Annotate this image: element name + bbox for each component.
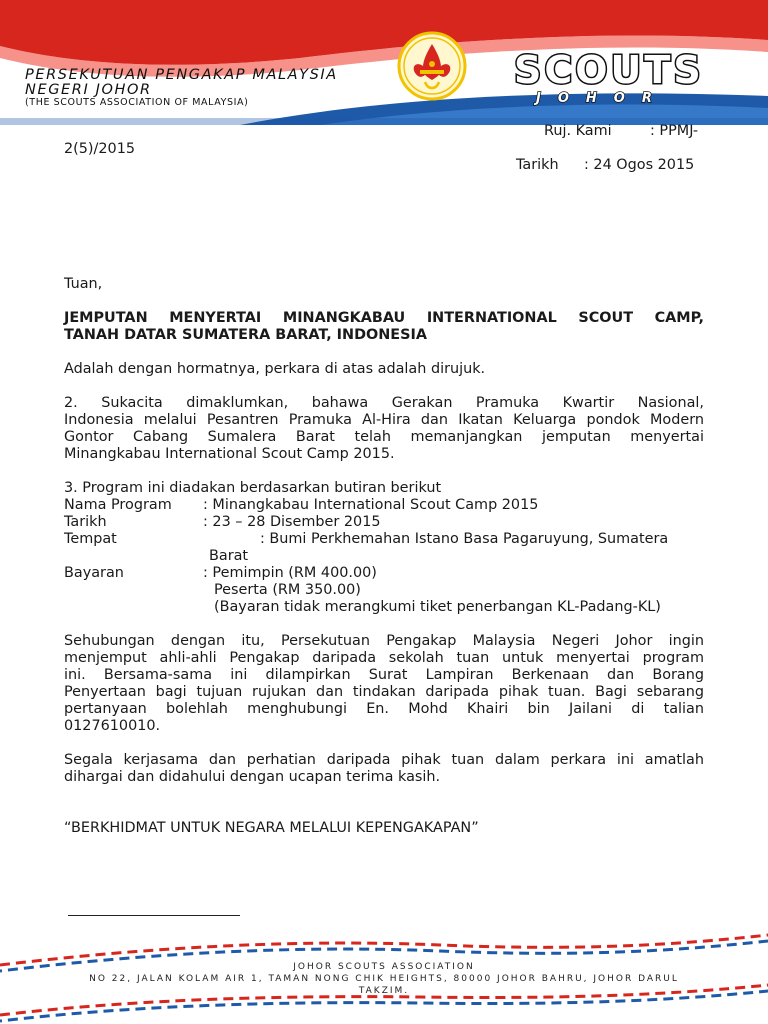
- detail-bayaran-label: Bayaran: [64, 565, 124, 581]
- detail-bayaran-peserta: Peserta (RM 350.00): [214, 582, 361, 598]
- detail-bayaran-note: (Bayaran tidak merangkumi tiket penerbangan KL-Padang-KL): [214, 599, 661, 615]
- paragraph-4-line: pertanyaan bolehlah menghubungi En. Mohd Khairi bin Jailani di talian: [64, 701, 704, 717]
- signature-line: [68, 915, 240, 916]
- motto: “BERKHIDMAT UNTUK NEGARA MELALUI KEPENGAKAPAN”: [64, 820, 479, 836]
- detail-tempat-cont: Barat: [209, 548, 249, 564]
- date-label: Tarikh: [516, 157, 559, 173]
- letter-title-line1: JEMPUTAN MENYERTAI MINANGKABAU INTERNATIONAL SCOUT CAMP,: [64, 310, 704, 326]
- detail-tarikh-label: Tarikh: [64, 514, 107, 530]
- paragraph-4-line: menjemput ahli-ahli Pengakap daripada sekolah tuan untuk menyertai program: [64, 650, 704, 666]
- detail-tarikh-value: : 23 – 28 Disember 2015: [203, 514, 381, 530]
- footer-address-cont: TAKZIM.: [358, 986, 410, 996]
- footer-address: NO 22, JALAN KOLAM AIR 1, TAMAN NONG CHIK HEIGHTS, 80000 JOHOR BAHRU, JOHOR DARUL: [89, 974, 679, 984]
- ref-value: : PPMJ-: [650, 123, 699, 139]
- brand-scouts: SCOUTS: [514, 48, 704, 92]
- paragraph-2-line: Minangkabau International Scout Camp 2015.: [64, 446, 395, 462]
- paragraph-2-line: Indonesia melalui Pesantren Pramuka Al-Hira dan Ikatan Keluarga pondok Modern: [64, 412, 704, 428]
- paragraph-1: Adalah dengan hormatnya, perkara di atas adalah dirujuk.: [64, 361, 486, 377]
- detail-tempat-value: : Bumi Perkhemahan Istano Basa Pagaruyung, Sumatera: [260, 531, 669, 547]
- brand-johor: JOHOR: [536, 91, 669, 106]
- paragraph-2-line: 2. Sukacita dimaklumkan, bahawa Gerakan Pramuka Kwartir Nasional,: [64, 395, 704, 411]
- letter-title-line2: TANAH DATAR SUMATERA BARAT, INDONESIA: [64, 327, 427, 343]
- paragraph-3-intro: 3. Program ini diadakan berdasarkan butiran berikut: [64, 480, 442, 496]
- ref-value-cont: 2(5)/2015: [64, 141, 136, 157]
- org-name-line1: PERSEKUTUAN PENGAKAP MALAYSIA: [25, 67, 338, 83]
- paragraph-4-line: ini. Bersama-sama ini dilampirkan Surat Lampiran Berkenaan dan Borang: [64, 667, 704, 683]
- paragraph-4-line: Sehubungan dengan itu, Persekutuan Pengakap Malaysia Negeri Johor ingin: [64, 633, 704, 649]
- detail-bayaran-value: : Pemimpin (RM 400.00): [203, 565, 377, 581]
- detail-tempat-label: Tempat: [64, 531, 117, 547]
- footer-org: JOHOR SCOUTS ASSOCIATION: [293, 962, 475, 972]
- date-value: : 24 Ogos 2015: [584, 157, 695, 173]
- detail-nama-label: Nama Program: [64, 497, 172, 513]
- salutation: Tuan,: [64, 276, 103, 292]
- scout-emblem: [399, 33, 465, 99]
- org-name-line2: NEGERI JOHOR: [25, 82, 152, 98]
- paragraph-4-line: Penyertaan bagi tujuan rujukan dan tindakan daripada pihak tuan. Bagi sebarang: [64, 684, 704, 700]
- paragraph-2-line: Gontor Cabang Sumalera Barat telah memanjangkan jemputan menyertai: [64, 429, 704, 445]
- paragraph-5-line: dihargai dan didahului dengan ucapan terima kasih.: [64, 769, 441, 785]
- ref-label: Ruj. Kami: [544, 123, 612, 139]
- paragraph-5-line: Segala kerjasama dan perhatian daripada pihak tuan dalam perkara ini amatlah: [64, 752, 704, 768]
- paragraph-4-line: 0127610010.: [64, 718, 161, 734]
- detail-nama-value: : Minangkabau International Scout Camp 2015: [203, 497, 539, 513]
- org-name-line3: (THE SCOUTS ASSOCIATION OF MALAYSIA): [25, 97, 249, 108]
